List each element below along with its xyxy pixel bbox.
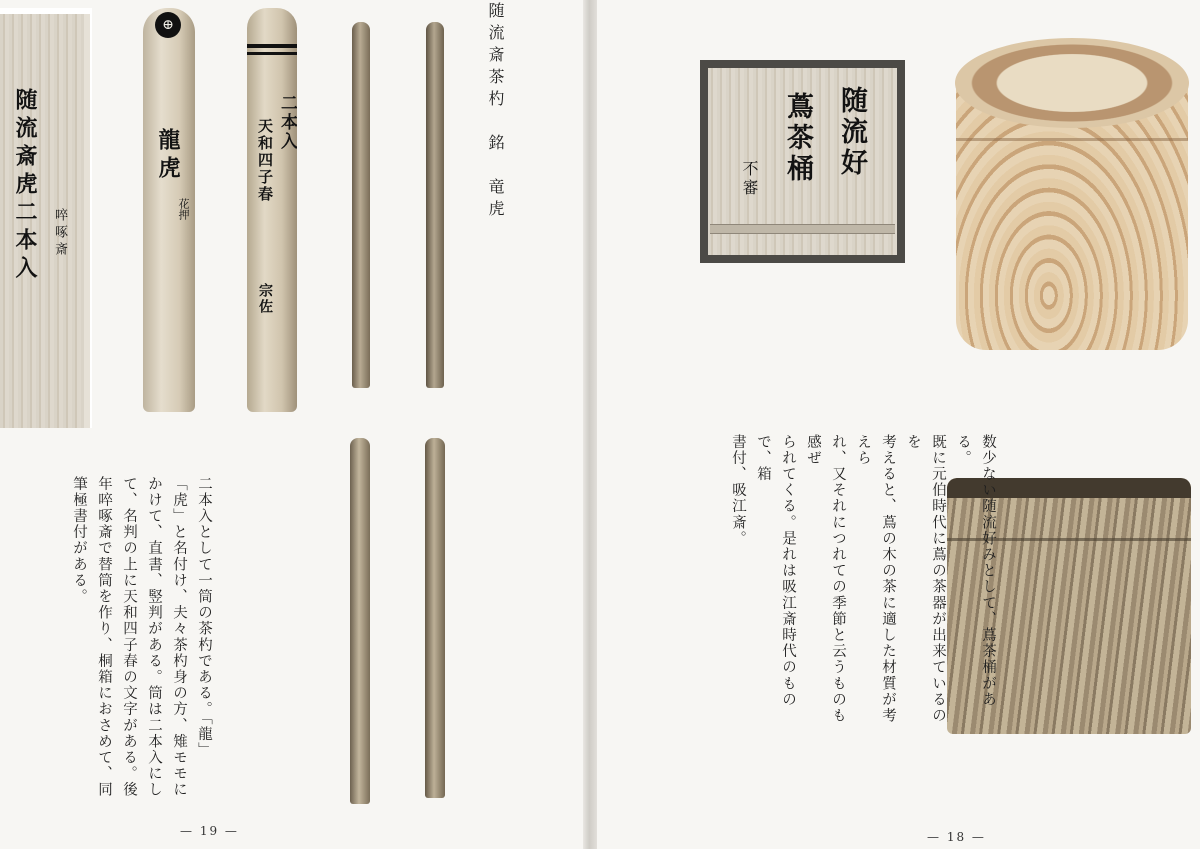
tube-b-inscription-3: 宗佐 [257,283,273,315]
left-body-text [66,476,216,806]
left-page [0,0,583,849]
right-body-line-1: 数少ない随流好みとして、蔦茶桶がある。 [955,434,996,708]
box-label-2: 蔦茶桶 [782,92,813,185]
tube-b-inscription-1: 二本入 [277,94,297,151]
left-body-line-2: 「虎」と名付け、夫々茶杓身の方、雉モモに [171,476,187,798]
box-lid-inscription-2: 啐啄斎 [52,208,67,259]
right-body-line-4: れ、又それにつれての季節と云うものも感ぜ [805,434,846,724]
gutter [583,0,597,849]
box-label-3: 不審 [740,160,759,198]
left-body-line-4: て、名判の上に天和四子春の文字がある。後 [121,476,137,798]
tube-b-photo [247,8,297,412]
tube-a-inscription-2: 花押 [177,198,190,220]
seal-icon: ⊕ [155,12,181,38]
tea-caddy-photo-1 [952,38,1193,352]
box-label-1: 随流好 [836,86,867,179]
page-number-left: — 19 — [180,824,239,838]
tea-scoop-photo-4 [425,438,445,798]
tea-scoop-photo-3 [350,438,370,804]
box-lid-inscription-1: 随流斎虎二本入 [12,88,38,284]
tea-scoop-photo-2 [426,22,444,388]
right-body-line-6: 書付、吸江斎。 [730,434,746,547]
tube-a-photo [143,8,195,412]
right-body-line-2: 既に元伯時代に蔦の茶器が出来ているのを [905,434,946,724]
box-label-photo [700,60,905,263]
tube-a-inscription-1: 龍虎 [155,128,181,184]
left-body-line-3: かけて、直書、竪判がある。筒は二本入にし [146,476,162,798]
right-body-line-3: 考えると、蔦の木の茶に適した材質が考えら [855,434,896,724]
left-body-line-6: 筆極書付がある。 [71,476,87,605]
left-body-line-1: 二本入として一筒の茶杓である。「龍」 [196,476,212,759]
tea-scoop-photo-1 [352,22,370,388]
right-body-text [725,434,1000,734]
right-body-line-5: られてくる。是れは吸江斎時代のもので、箱 [755,434,796,708]
box-lid-photo [0,8,92,428]
page-title: 随流斎茶杓 銘 竜虎 [486,2,505,222]
page-number-right: — 18 — [927,830,986,844]
right-page [597,0,1200,849]
tube-b-inscription-2: 天和四子春 [256,118,274,203]
left-body-line-5: 年啐啄斎で替筒を作り、桐箱におさめて、同 [96,476,112,798]
